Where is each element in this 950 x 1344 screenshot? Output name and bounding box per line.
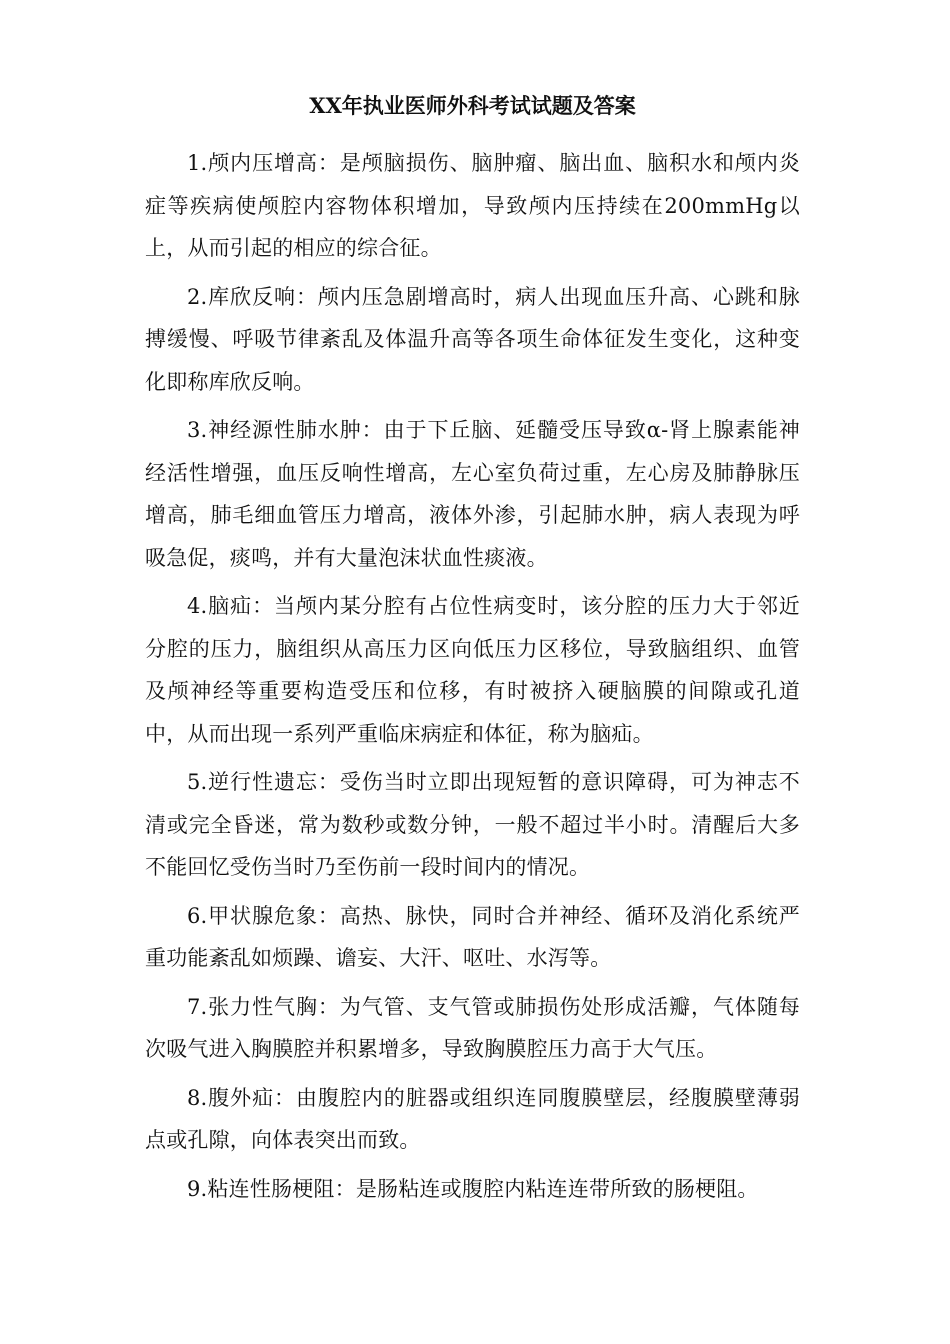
definition-item-9: 9.粘连性肠梗阻：是肠粘连或腹腔内粘连连带所致的肠梗阻。	[187, 1176, 759, 1201]
definition-item-8: 8.腹外疝：由腹腔内的脏器或组织连同腹膜壁层，经腹膜壁薄弱点或孔隙，向体表突出而致。	[145, 1085, 800, 1152]
definition-item-5: 5.逆行性遗忘：受伤当时立即出现短暂的意识障碍，可为神志不清或完全昏迷，常为数秒或数分钟，一般不超过半小时。清醒后大多不能回忆受伤当时乃至伤前一段时间内的情况。	[145, 770, 800, 879]
definition-item-6: 6.甲状腺危象：高热、脉快，同时合并神经、循环及消化系统严重功能紊乱如烦躁、谵妄、大汗、呕吐、水泻等。	[145, 903, 800, 970]
definition-item-4: 4.脑疝：当颅内某分腔有占位性病变时，该分腔的压力大于邻近分腔的压力，脑组织从高压力区向低压力区移位，导致脑组织、血管及颅神经等重要构造受压和位移，有时被挤入硬脑膜的间隙或孔道中，从而出现一系列严重临床病症和体征，称为脑疝。	[145, 594, 800, 746]
definition-item-2: 2.库欣反响：颅内压急剧增高时，病人出现血压升高、心跳和脉搏缓慢、呼吸节律紊乱及体温升高等各项生命体征发生变化，这种变化即称库欣反响。	[145, 284, 800, 394]
document-title: XX年执业医师外科考试试题及答案	[309, 93, 636, 118]
definition-item-3: 3.神经源性肺水肿：由于下丘脑、延髓受压导致α-肾上腺素能神经活性增强，血压反响性增高，左心室负荷过重，左心房及肺静脉压增高，肺毛细血管压力增高，液体外渗，引起肺水肿，病人表现为呼吸急促，痰鸣，并有大量泡沫状血性痰液。	[145, 418, 800, 570]
definition-list	[145, 142, 800, 1210]
definition-item-7: 7.张力性气胸：为气管、支气管或肺损伤处形成活瓣，气体随每次吸气进入胸膜腔并积累增多，导致胸膜腔压力高于大气压。	[145, 994, 800, 1061]
definition-item-1: 1.颅内压增高：是颅脑损伤、脑肿瘤、脑出血、脑积水和颅内炎症等疾病使颅腔内容物体积增加，导致颅内压持续在200mmHg以上，从而引起的相应的综合征。	[145, 151, 800, 260]
